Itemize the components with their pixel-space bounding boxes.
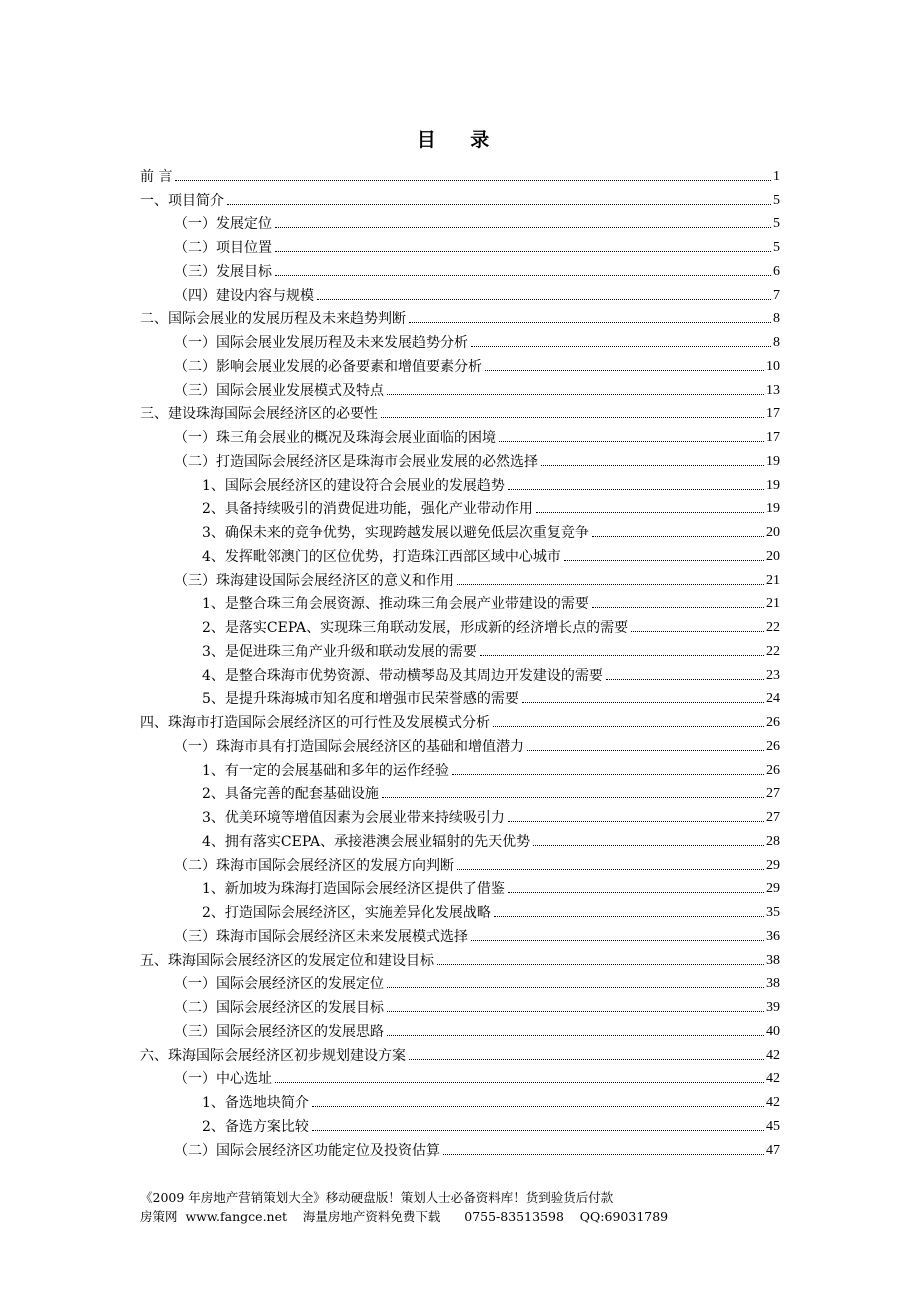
toc-entry-title: 五、珠海国际会展经济区的发展定位和建设目标 xyxy=(140,952,434,969)
toc-entry-page: 42 xyxy=(766,1047,780,1063)
toc-entry-page: 22 xyxy=(766,620,780,635)
toc-entry-page: 36 xyxy=(766,928,780,944)
toc-entry[interactable] xyxy=(140,590,780,614)
toc-entry-title: 四、珠海市打造国际会展经济区的可行性及发展模式分析 xyxy=(140,715,490,731)
toc-entry-page: 13 xyxy=(766,382,780,398)
toc-entry[interactable] xyxy=(140,780,780,804)
page-title: 目 录 xyxy=(416,129,504,151)
toc-entry-title: （一）国际会展业发展历程及未来发展趋势分析 xyxy=(174,335,468,351)
dot-leader xyxy=(471,346,771,347)
toc-entry-page: 19 xyxy=(766,501,780,517)
toc-entry-title: 2、是落实CEPA、实现珠三角联动发展，形成新的经济增长点的需要 xyxy=(202,620,629,636)
toc-entry-title: 3、是促进珠三角产业升级和联动发展的需要 xyxy=(202,643,477,660)
toc-entry-title: 1、有一定的会展基础和多年的运作经验 xyxy=(202,762,449,779)
toc-entry-title: 2、具备持续吸引的消费促进功能，强化产业带动作用 xyxy=(202,501,533,518)
toc-entry[interactable] xyxy=(140,827,780,851)
toc-entry-title: 4、发挥毗邻澳门的区位优势，打造珠江西部区域中心城市 xyxy=(202,548,561,565)
footer-line-2: 房策网 www.fangce.net 海量房地产资料免费下载 0755-83513598 QQ:69031789 xyxy=(140,1209,669,1224)
toc-entry-page: 7 xyxy=(773,287,780,303)
toc-entry[interactable] xyxy=(140,186,780,210)
dot-leader xyxy=(494,916,764,917)
toc-entry-title: （四）建设内容与规模 xyxy=(174,287,314,304)
toc-entry-title: 1、是整合珠三角会展资源、推动珠三角会展产业带建设的需要 xyxy=(202,596,589,613)
toc-entry[interactable] xyxy=(140,732,780,756)
toc-entry-title: （一）珠三角会展业的概况及珠海会展业面临的困境 xyxy=(174,430,496,446)
toc-entry-page: 5 xyxy=(773,192,780,208)
toc-entry-title: （二）国际会展经济区的发展目标 xyxy=(174,1000,384,1016)
toc-entry[interactable] xyxy=(140,1017,780,1041)
toc-entry-title: （三）国际会展业发展模式及特点 xyxy=(174,382,384,399)
toc-entry-page: 45 xyxy=(766,1118,780,1134)
toc-entry-title: （二）珠海市国际会展经济区的发展方向判断 xyxy=(174,857,454,874)
toc-entry-title: 2、备选方案比较 xyxy=(202,1118,309,1135)
dot-leader xyxy=(457,584,764,585)
dot-leader xyxy=(275,1082,764,1083)
toc-entry[interactable] xyxy=(140,281,780,305)
toc-entry[interactable] xyxy=(140,328,780,352)
toc-entry[interactable] xyxy=(140,851,780,875)
toc-entry-page: 8 xyxy=(773,335,780,350)
dot-leader xyxy=(387,1035,764,1036)
toc-entry-title: 1、备选地块简介 xyxy=(202,1095,309,1111)
toc-entry-page: 35 xyxy=(766,905,780,920)
toc-entry-title: 2、具备完善的配套基础设施 xyxy=(202,786,379,803)
toc-entry-title: 二、国际会展业的发展历程及未来趋势判断 xyxy=(140,311,406,328)
toc-entry-page: 19 xyxy=(766,453,780,469)
toc-entry-page: 42 xyxy=(766,1095,780,1110)
toc-entry[interactable] xyxy=(140,1065,780,1089)
toc-entry-title: （二）影响会展业发展的必备要素和增值要素分析 xyxy=(174,358,482,375)
dot-leader xyxy=(437,964,764,965)
toc-entry[interactable] xyxy=(140,1088,780,1112)
dot-leader xyxy=(275,251,771,252)
toc-entry[interactable] xyxy=(140,566,780,590)
toc-entry-page: 38 xyxy=(766,952,780,968)
dot-leader xyxy=(471,940,764,941)
dot-leader xyxy=(631,631,764,632)
table-of-contents xyxy=(140,162,780,1160)
toc-entry-title: 4、是整合珠海市优势资源、带动横琴岛及其周边开发建设的需要 xyxy=(202,667,603,684)
dot-leader xyxy=(564,560,764,561)
toc-entry[interactable] xyxy=(140,162,780,186)
toc-entry[interactable] xyxy=(140,305,780,329)
footer-line-1: 《2009 年房地产营销策划大全》移动硬盘版！策划人士必备资料库！货到验货后付款 xyxy=(140,1190,614,1205)
dot-leader xyxy=(527,750,764,751)
dot-leader xyxy=(541,465,764,466)
toc-entry[interactable] xyxy=(140,756,780,780)
dot-leader xyxy=(592,536,764,537)
toc-entry[interactable] xyxy=(140,708,780,732)
toc-entry-page: 29 xyxy=(766,881,780,897)
toc-entry[interactable] xyxy=(140,352,780,376)
toc-entry[interactable] xyxy=(140,685,780,709)
toc-entry-title: 六、珠海国际会展经济区初步规划建设方案 xyxy=(140,1047,406,1064)
dot-leader xyxy=(592,607,764,608)
dot-leader xyxy=(409,1059,764,1060)
dot-leader xyxy=(275,275,771,276)
dot-leader xyxy=(499,441,764,442)
toc-entry-page: 47 xyxy=(766,1142,780,1158)
toc-entry-title: 1、国际会展经济区的建设符合会展业的发展趋势 xyxy=(202,477,505,494)
toc-entry-title: （二）国际会展经济区功能定位及投资估算 xyxy=(174,1142,440,1159)
toc-entry[interactable] xyxy=(140,1136,780,1160)
toc-entry[interactable] xyxy=(140,542,780,566)
toc-entry[interactable] xyxy=(140,1112,780,1136)
toc-entry[interactable] xyxy=(140,875,780,899)
toc-entry[interactable] xyxy=(140,613,780,637)
toc-entry[interactable] xyxy=(140,637,780,661)
dot-leader xyxy=(381,417,764,418)
toc-entry-page: 27 xyxy=(766,810,780,825)
toc-entry-page: 42 xyxy=(766,1071,780,1087)
toc-entry[interactable] xyxy=(140,376,780,400)
dot-leader xyxy=(387,394,764,395)
dot-leader xyxy=(227,204,771,205)
dot-leader xyxy=(457,869,764,870)
dot-leader xyxy=(493,726,764,727)
toc-entry-page: 28 xyxy=(766,833,780,849)
toc-entry-page: 5 xyxy=(773,240,780,255)
toc-entry-page: 1 xyxy=(773,168,780,184)
toc-entry[interactable] xyxy=(140,447,780,471)
toc-entry-page: 6 xyxy=(773,263,780,279)
toc-entry-page: 5 xyxy=(773,216,780,232)
toc-entry-title: 4、拥有落实CEPA、承接港澳会展业辐射的先天优势 xyxy=(202,833,531,850)
toc-entry-title: 一、项目简介 xyxy=(140,192,224,209)
toc-entry[interactable] xyxy=(140,970,780,994)
toc-entry[interactable] xyxy=(140,922,780,946)
toc-entry-title: 三、建设珠海国际会展经济区的必要性 xyxy=(140,406,378,423)
dot-leader xyxy=(533,845,764,846)
toc-entry-page: 27 xyxy=(766,786,780,802)
toc-entry-page: 26 xyxy=(766,715,780,730)
toc-entry[interactable] xyxy=(140,803,780,827)
page-footer xyxy=(140,1188,668,1226)
toc-entry[interactable] xyxy=(140,946,780,970)
toc-entry[interactable] xyxy=(140,257,780,281)
toc-entry[interactable] xyxy=(140,993,780,1017)
toc-entry-title: （二）打造国际会展经济区是珠海市会展业发展的必然选择 xyxy=(174,453,538,470)
dot-leader xyxy=(508,489,764,490)
dot-leader xyxy=(536,512,764,513)
toc-entry-title: （三）发展目标 xyxy=(174,263,272,280)
toc-entry[interactable] xyxy=(140,495,780,519)
toc-entry-title: 前 言 xyxy=(140,168,173,185)
toc-entry-page: 23 xyxy=(766,667,780,683)
dot-leader xyxy=(606,679,764,680)
dot-leader xyxy=(452,774,764,775)
toc-entry-title: 3、确保未来的竞争优势，实现跨越发展以避免低层次重复竞争 xyxy=(202,525,589,541)
toc-entry-title: （三）珠海建设国际会展经济区的意义和作用 xyxy=(174,572,454,589)
toc-entry[interactable] xyxy=(140,898,780,922)
toc-entry-title: 1、新加坡为珠海打造国际会展经济区提供了借鉴 xyxy=(202,881,505,898)
toc-entry-title: 2、打造国际会展经济区，实施差异化发展战略 xyxy=(202,905,491,921)
dot-leader xyxy=(480,655,764,656)
toc-entry-page: 38 xyxy=(766,976,780,992)
dot-leader xyxy=(382,797,764,798)
toc-entry-page: 20 xyxy=(766,548,780,564)
toc-entry[interactable] xyxy=(140,233,780,257)
toc-entry-page: 39 xyxy=(766,1000,780,1015)
toc-entry-title: （一）中心选址 xyxy=(174,1071,272,1088)
dot-leader xyxy=(312,1106,764,1107)
toc-entry[interactable] xyxy=(140,518,780,542)
toc-entry-page: 17 xyxy=(766,406,780,422)
dot-leader xyxy=(485,370,764,371)
toc-entry-title: 5、是提升珠海城市知名度和增强市民荣誉感的需要 xyxy=(202,691,519,708)
toc-entry-page: 10 xyxy=(766,358,780,374)
dot-leader xyxy=(175,180,771,181)
toc-entry[interactable] xyxy=(140,471,780,495)
toc-entry-page: 8 xyxy=(773,311,780,327)
toc-entry-page: 20 xyxy=(766,525,780,540)
dot-leader xyxy=(522,702,764,703)
toc-entry-page: 26 xyxy=(766,738,780,754)
dot-leader xyxy=(312,1130,764,1131)
dot-leader xyxy=(409,322,771,323)
toc-entry[interactable] xyxy=(140,1041,780,1065)
toc-entry-title: （一）珠海市具有打造国际会展经济区的基础和增值潜力 xyxy=(174,738,524,755)
toc-entry-page: 29 xyxy=(766,857,780,873)
toc-entry-page: 40 xyxy=(766,1023,780,1039)
toc-entry[interactable] xyxy=(140,661,780,685)
toc-entry-page: 21 xyxy=(766,596,780,612)
toc-entry-title: （一）国际会展经济区的发展定位 xyxy=(174,976,384,993)
dot-leader xyxy=(508,821,764,822)
toc-entry-page: 21 xyxy=(766,572,780,588)
dot-leader xyxy=(387,1011,764,1012)
toc-entry[interactable] xyxy=(140,400,780,424)
toc-entry-title: （一）发展定位 xyxy=(174,216,272,233)
toc-entry-title: 3、优美环境等增值因素为会展业带来持续吸引力 xyxy=(202,810,505,826)
toc-entry-title: （二）项目位置 xyxy=(174,240,272,256)
toc-entry-page: 19 xyxy=(766,477,780,493)
toc-entry-title: （三）国际会展经济区的发展思路 xyxy=(174,1023,384,1040)
toc-entry-page: 22 xyxy=(766,643,780,659)
dot-leader xyxy=(443,1154,764,1155)
dot-leader xyxy=(387,987,764,988)
dot-leader xyxy=(508,892,764,893)
toc-entry-page: 26 xyxy=(766,762,780,778)
toc-entry[interactable] xyxy=(140,423,780,447)
toc-entry-page: 17 xyxy=(766,430,780,445)
toc-entry-title: （三）珠海市国际会展经济区未来发展模式选择 xyxy=(174,928,468,945)
toc-entry[interactable] xyxy=(140,210,780,234)
dot-leader xyxy=(317,299,771,300)
toc-entry-page: 24 xyxy=(766,691,780,707)
dot-leader xyxy=(275,227,771,228)
